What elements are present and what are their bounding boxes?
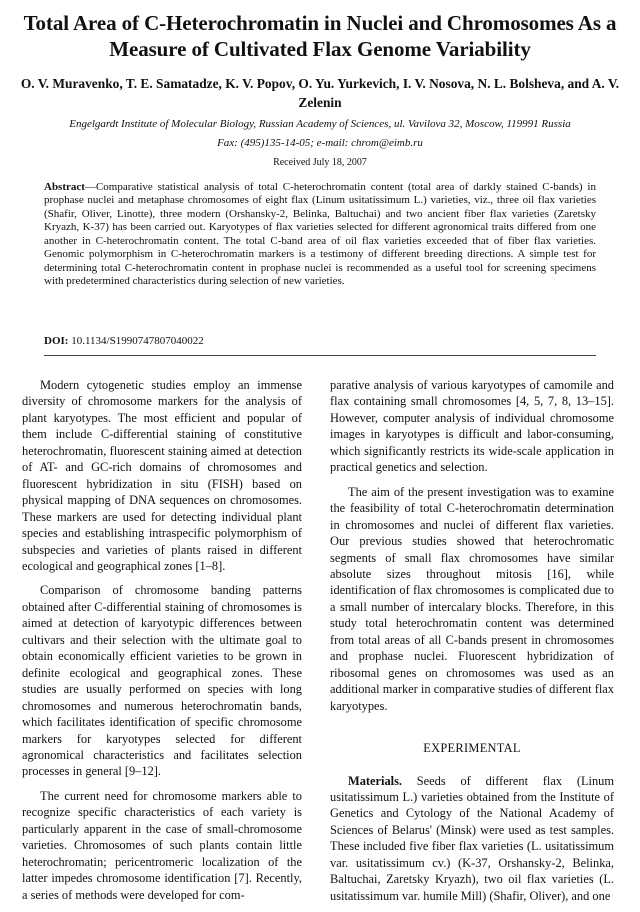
materials-paragraph: [330, 773, 614, 905]
body-paragraph: Comparison of chromosome banding patterns obtained after C-differential staining of chromosomes is aimed at detection of karyotypic differences between cultivars and their selection with the ultimate goal to obtain economically efficient varieties to be grown in definite ecological and geographical zones. These studies are usually performed on species with long chromosomes and numerous heterochromatin bands, which facilitates identification of specific chromosome markers for karyotypes selected for different agronomical characteristics and facilitates selection processes in general [9–12].: [22, 583, 302, 779]
abstract-label: Abstract: [44, 181, 85, 193]
body-paragraph: Modern cytogenetic studies employ an immense diversity of chromosome markers for the analysis of plant karyotypes. The most efficient and popular of them include C-differential staining of constitutive heterochromatin, fluorescent staining aimed at detection of AT- and GC-rich domains of chromosomes and fluorescent hybridization in situ (FISH) based on physical mapping of DNA sequences on chromosomes. These markers are used for detecting individual plant species and establishing intraspecific polymorphism of subspecies and varieties of plants raised in different ecological and geographical zones [1–8].: [22, 378, 302, 573]
materials-label: Materials.: [348, 773, 403, 788]
contact-info: Fax: (495)135-14-05; e-mail: chrom@eimb.ru: [217, 137, 423, 149]
author-list: O. V. Muravenko, T. E. Samatadze, K. V. Popov, O. Yu. Yurkevich, I. V. Nosova, N. L. Bolsheva, and A. V. Zelenin: [20, 76, 620, 110]
body-paragraph-continued: parative analysis of various karyotypes of camomile and flax containing small chromosomes [4, 5, 7, 8, 13–15]. However, computer analysis of individual chromosome images in karyotypes is difficult and labor-consuming, which significantly restricts its wide-scale application in practical genetics and selection.: [330, 378, 614, 475]
affiliation: Engelgardt Institute of Molecular Biology, Russian Academy of Sciences, ul. Vavilova 32, Moscow, 119991 Russia: [69, 118, 571, 130]
body-column-left: [22, 377, 302, 911]
abstract-text: —Comparative statistical analysis of total C-heterochromatin content (total area of darkly stained C-bands) in prophase nuclei and metaphase chromosomes of eight flax (Linum usitatissimum L.) varieties, viz., three oil flax varieties (Shafir, Oliver, Linotte), three modern (Orshansky-2, Belinka, Baltuchai) and two ancient fiber flax varieties (Zaretsky Kryazh, K-37) has been carried out. Karyotypes of flax varieties selected for different agronomical traits differed from one another in C-heterochromatin content. The total C-band area of oil flax varieties exceeded that of fiber flax varieties. Genomic polymorphism in C-heterochromatin markers is a testimony of different breeding directions. A simple test for determining total C-heterochromatin content in prophase nuclei is recommended as a useful tool for screening specimens with predetermined characteristics during selection of new varieties.: [44, 181, 596, 288]
doi-value: 10.1134/S1990747807040022: [71, 335, 204, 347]
body-paragraph: The aim of the present investigation was to examine the feasibility of total C-heterochromatin determination in chromosomes and nuclei of different flax varieties. Our previous studies showed that heterochromatic segments of small flax chromosomes have similar absolute sizes throughout mitosis [16], while identification of flax chromosomes is complicated due to a small number of intercalary blocks. Therefore, in this study total heterochromatin content was determined from total areas of all C-bands present in chromosomes and prophase nuclei. Fluorescent hybridization of ribosomal genes on chromosomes was used as an additional marker in comparative studies of different flax karyotypes.: [330, 484, 614, 713]
abstract: [44, 181, 596, 289]
doi-line: [44, 334, 596, 348]
materials-text: Seeds of different flax (Linum usitatissimum L.) varieties obtained from the Institute of Genetics and Cytology of the National Academy of Sciences of Belarus' (Minsk) were used as test samples. These included five fiber flax varieties (L. usitatissimum var. usitatissimum cv.) (K-37, Orshansky-2, Belinka, Baltuchai, Zaretsky Kryazh), two oil flax varieties (L. usitatissimum var. humile Mill) (Shafir, Oliver), and one: [330, 773, 614, 903]
paper-title: Total Area of C-Heterochromatin in Nuclei and Chromosomes As a Measure of Cultivated Flax Genome Variability: [23, 11, 617, 61]
received-date: Received July 18, 2007: [273, 157, 367, 168]
body-paragraph: The current need for chromosome markers able to recognize specific characteristics of each variety is particularly apparent in the case of small-chromosome varieties. Chromosomes of such plants contain little heterochromatin; pericentromeric localization of the latter impedes chromosome identification [7]. Recently, a series of methods were developed for com-: [22, 788, 302, 902]
doi-label: DOI:: [44, 335, 69, 347]
section-heading-experimental: EXPERIMENTAL: [423, 741, 521, 756]
body-column-right: [330, 377, 614, 912]
abstract-divider: [44, 355, 596, 356]
